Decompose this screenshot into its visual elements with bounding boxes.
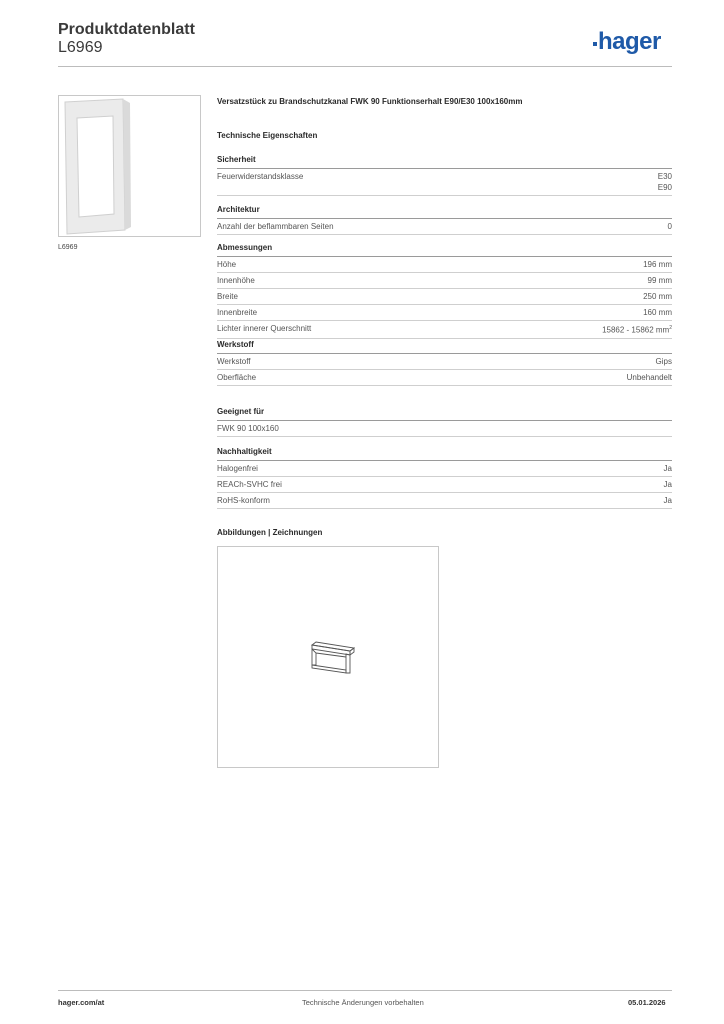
group-werkstoff <box>217 340 672 386</box>
document-title: Produktdatenblatt <box>58 21 195 38</box>
row-label: FWK 90 100x160 <box>217 424 279 433</box>
footer-website[interactable]: hager.com/at <box>58 998 105 1007</box>
product-description: Versatzstück zu Brandschutzkanal FWK 90 Funktionserhalt E90/E30 100x160mm <box>217 97 523 106</box>
frame-image <box>59 96 200 236</box>
table-row <box>217 477 672 493</box>
row-label: RoHS-konform <box>217 496 270 505</box>
table-row <box>217 321 672 339</box>
logo-dot-icon <box>593 42 597 46</box>
footer-date: 05.01.2026 <box>628 998 666 1007</box>
table-row <box>217 305 672 321</box>
group-title: Sicherheit <box>217 155 672 169</box>
table-row <box>217 289 672 305</box>
table-row <box>217 493 672 509</box>
row-label: Lichter innerer Querschnitt <box>217 324 312 333</box>
table-row <box>217 219 672 235</box>
row-label: Werkstoff <box>217 357 251 366</box>
photo-caption: L6969 <box>58 244 78 251</box>
row-value: 15862 - 15862 $mm^2$ <box>602 325 672 335</box>
table-row <box>217 421 672 437</box>
row-label: Feuerwiderstandsklasse <box>217 172 304 181</box>
footer-notice: Technische Änderungen vorbehalten <box>302 998 424 1007</box>
drawing-box <box>217 546 439 768</box>
row-value: 250 mm <box>643 292 672 301</box>
header-divider <box>58 66 672 67</box>
row-value: Ja <box>663 496 672 505</box>
table-row <box>217 273 672 289</box>
row-value: Unbehandelt <box>626 373 672 382</box>
table-row <box>217 461 672 477</box>
row-value: Gips <box>655 357 672 366</box>
group-title: Architektur <box>217 205 672 219</box>
bracket-drawing <box>218 547 438 767</box>
row-value: 160 mm <box>643 308 672 317</box>
group-sicherheit <box>217 155 672 196</box>
technical-heading: Technische Eigenschaften <box>217 131 318 140</box>
drawings-heading: Abbildungen | Zeichnungen <box>217 528 323 537</box>
logo-text: hager <box>598 28 661 55</box>
row-value: E30 E90 <box>657 172 672 192</box>
row-value: Ja <box>663 464 672 473</box>
row-label: Anzahl der beflammbaren Seiten <box>217 222 334 231</box>
group-title: Nachhaltigkeit <box>217 447 672 461</box>
table-row <box>217 354 672 370</box>
hager-logo <box>593 28 661 56</box>
row-label: REACh-SVHC frei <box>217 480 282 489</box>
group-nachhaltigkeit <box>217 447 672 509</box>
table-row <box>217 257 672 273</box>
row-label: Innenhöhe <box>217 276 255 285</box>
group-abmessungen <box>217 243 672 339</box>
row-label: Breite <box>217 292 238 301</box>
footer-divider <box>58 990 672 991</box>
row-label: Innenbreite <box>217 308 258 317</box>
group-title: Werkstoff <box>217 340 672 354</box>
table-row <box>217 370 672 386</box>
group-geeignet <box>217 407 672 437</box>
product-code: L6969 <box>58 39 103 56</box>
product-photo <box>58 95 201 237</box>
row-value: 99 mm <box>647 276 672 285</box>
group-architektur <box>217 205 672 235</box>
row-value: 196 mm <box>643 260 672 269</box>
group-title: Abmessungen <box>217 243 672 257</box>
row-label: Höhe <box>217 260 237 269</box>
group-title: Geeignet für <box>217 407 672 421</box>
row-value: Ja <box>663 480 672 489</box>
row-value: 0 <box>667 222 672 231</box>
row-label: Oberfläche <box>217 373 257 382</box>
table-row <box>217 169 672 196</box>
row-label: Halogenfrei <box>217 464 258 473</box>
